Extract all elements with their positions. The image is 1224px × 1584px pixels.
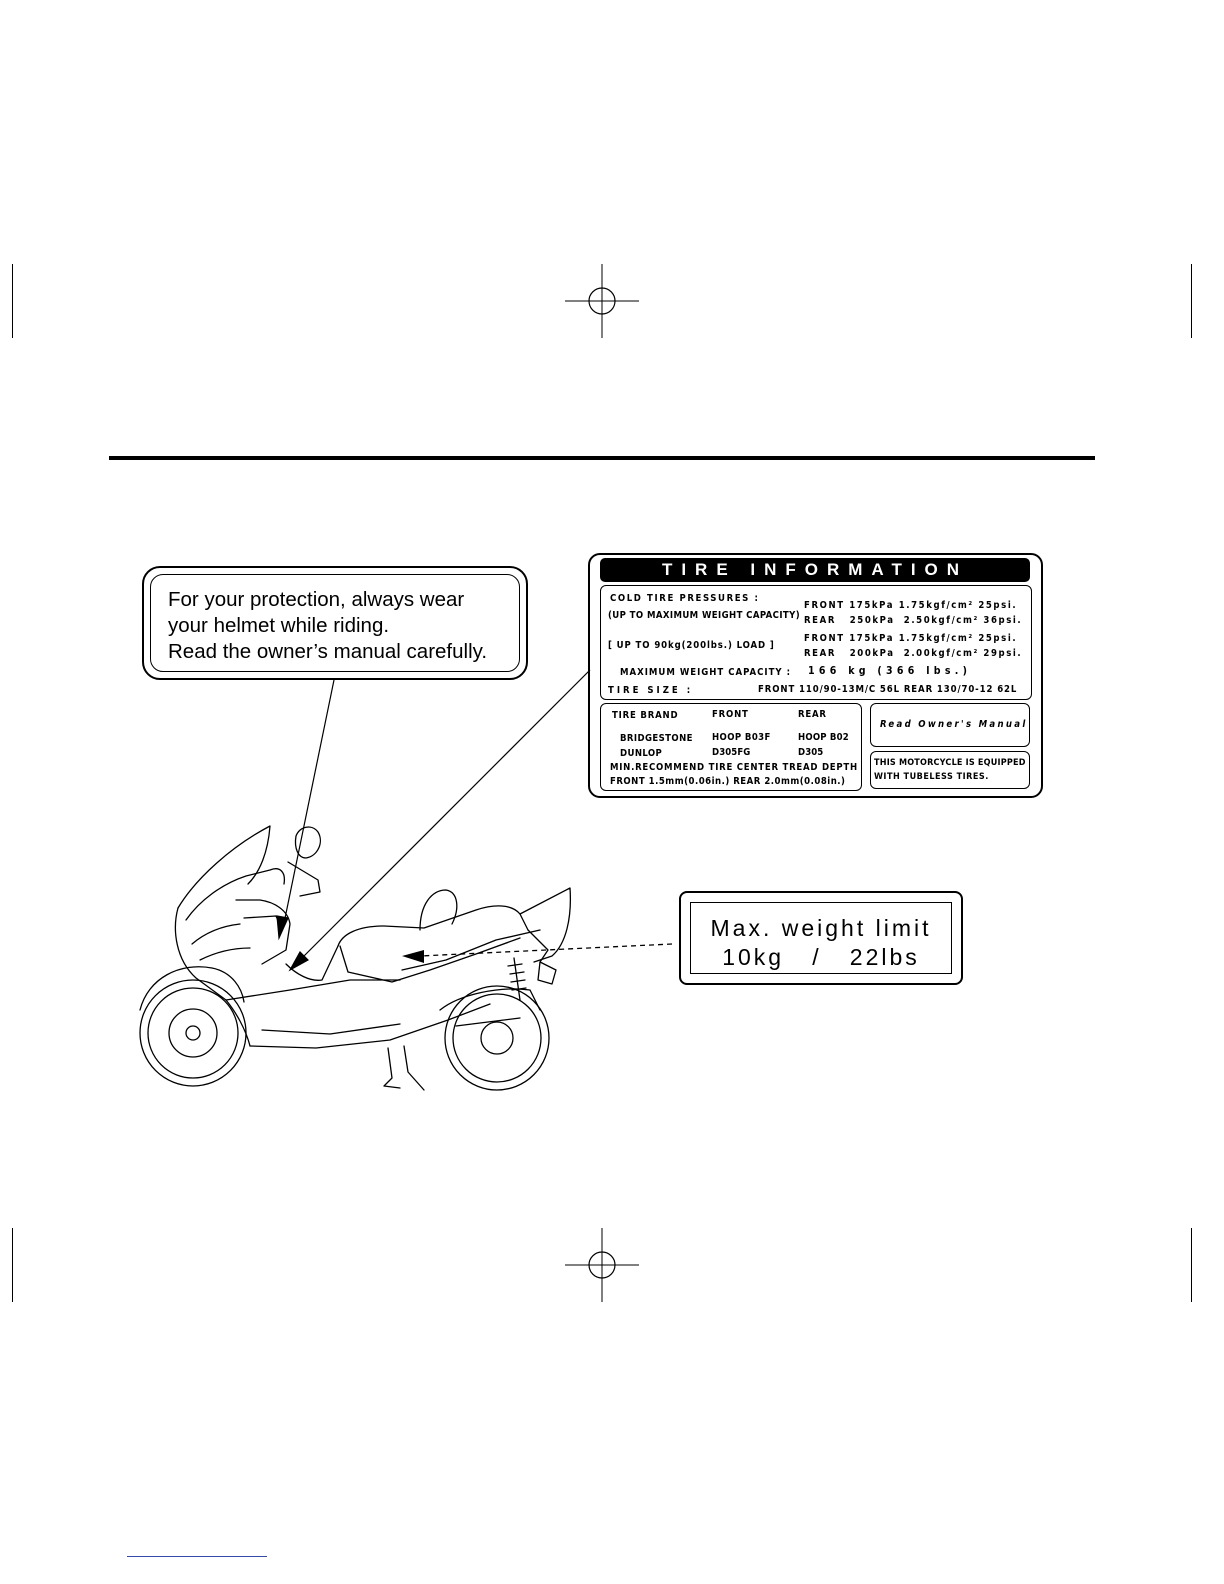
max-front-pressure: FRONT 175kPa 1.75kgf/cm² 25psi. — [804, 600, 1018, 611]
max-rear-pressure: REAR 250kPa 2.50kgf/cm² 36psi. — [804, 615, 1023, 626]
bridgestone-front: HOOP B03F — [712, 732, 771, 743]
tire-info-header: TIRE INFORMATION — [600, 558, 1030, 582]
dunlop-rear: D305 — [798, 747, 824, 758]
helmet-label-line-3: Read the owner’s manual carefully. — [168, 640, 488, 663]
tire-size-value: FRONT 110/90-13M/C 56L REAR 130/70-12 62L — [758, 684, 1018, 695]
footer-link-underline — [127, 1556, 267, 1557]
max-weight-capacity-value: 166 kg (366 lbs.) — [808, 665, 972, 677]
tubeless-line-1: THIS MOTORCYCLE IS EQUIPPED — [874, 758, 1026, 768]
max-weight-label — [679, 891, 963, 985]
tread-depth-line-2: FRONT 1.5mm(0.06in.) REAR 2.0mm(0.08in.) — [610, 776, 846, 787]
weight-limit-line-1: Max. weight limit — [710, 915, 932, 941]
helmet-label-line-1: For your protection, always wear — [168, 588, 465, 611]
dunlop-front: D305FG — [712, 747, 751, 758]
read-owners-manual: Read Owner's Manual — [880, 719, 1028, 730]
tire-information-label — [588, 553, 1043, 798]
up-to-max-capacity: (UP TO MAXIMUM WEIGHT CAPACITY) — [608, 610, 801, 621]
load-front-pressure: FRONT 175kPa 1.75kgf/cm² 25psi. — [804, 633, 1018, 644]
brand-bridgestone: BRIDGESTONE — [620, 733, 693, 744]
weight-limit-line-2: 10kg / 22lbs — [722, 944, 920, 970]
weight-label-inner-frame — [690, 902, 952, 974]
cold-tire-pressures: COLD TIRE PRESSURES : — [610, 593, 760, 604]
helmet-warning-label — [142, 566, 528, 680]
max-weight-capacity-label: MAXIMUM WEIGHT CAPACITY : — [620, 667, 791, 678]
tire-front-header: FRONT — [712, 709, 749, 720]
tread-depth-line-1: MIN.RECOMMEND TIRE CENTER TREAD DEPTH — [610, 762, 858, 773]
tire-size-label: TIRE SIZE : — [608, 685, 694, 696]
up-to-90kg-load: [ UP TO 90kg(200lbs.) LOAD ] — [608, 640, 775, 651]
tubeless-line-2: WITH TUBELESS TIRES. — [874, 772, 989, 782]
tire-rear-header: REAR — [798, 709, 827, 720]
load-rear-pressure: REAR 200kPa 2.00kgf/cm² 29psi. — [804, 648, 1023, 659]
bridgestone-rear: HOOP B02 — [798, 732, 849, 743]
tire-brand-header: TIRE BRAND — [612, 710, 679, 721]
brand-dunlop: DUNLOP — [620, 748, 663, 759]
helmet-label-line-2: your helmet while riding. — [168, 614, 390, 637]
